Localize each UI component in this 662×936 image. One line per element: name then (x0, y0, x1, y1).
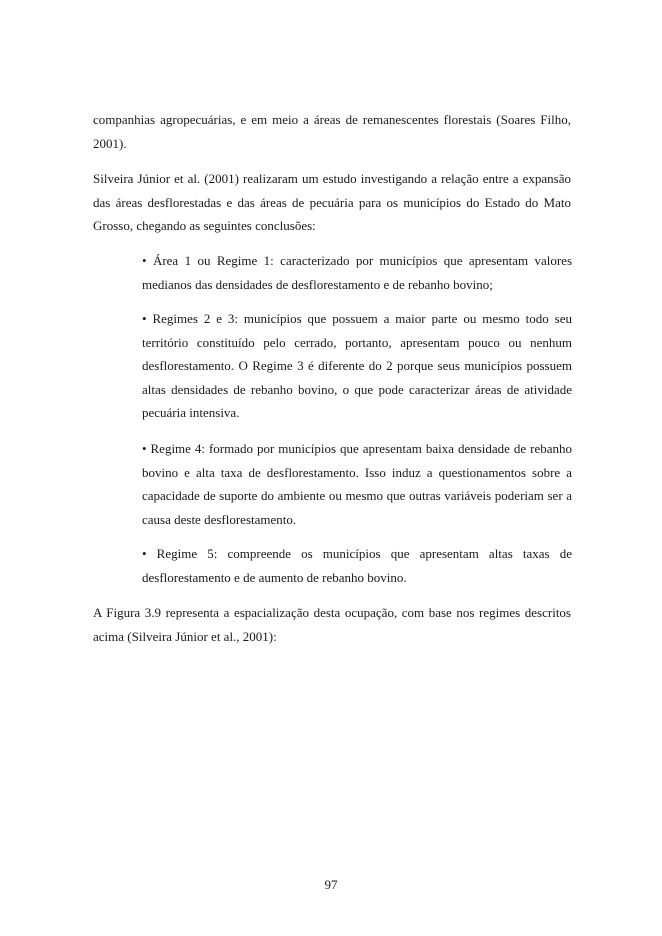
paragraph-continuation: companhias agropecuárias, e em meio a áreas de remanescentes florestais (Soares Filho, 2001). (93, 112, 571, 151)
bullet-regime-1: • Área 1 ou Regime 1: caracterizado por municípios que apresentam valores medianos das densidades de desflorestamento e de rebanho bovino; (142, 253, 572, 292)
page-number: 97 (324, 877, 338, 892)
paragraph-silveira-study: Silveira Júnior et al. (2001) realizaram um estudo investigando a relação entre a expansão das áreas desflorestadas e das áreas de pecuária para os municípios do Estado do Mato Grosso, chegando as seguintes conclusões: (93, 171, 571, 234)
bullet-regime-5: • Regime 5: compreende os municípios que apresentam altas taxas de desflorestamento e de aumento de rebanho bovino. (142, 546, 572, 585)
bullet-regime-4: • Regime 4: formado por municípios que apresentam baixa densidade de rebanho bovino e alta taxa de desflorestamento. Isso induz a questionamentos sobre a capacidade de suporte do ambiente ou mesmo que outras variáveis poderiam ser a causa deste desflorestamento. (142, 441, 572, 527)
bullet-regimes-2-3: • Regimes 2 e 3: municípios que possuem a maior parte ou mesmo todo seu território constituído pelo cerrado, portanto, apresentam pouco ou nenhum desflorestamento. O Regime 3 é diferente do 2 porque seus municípios possuem altas densidades de rebanho bovino, o que pode caracterizar áreas de atividade pecuária intensiva. (142, 311, 572, 421)
paragraph-figure-reference: A Figura 3.9 representa a espacialização desta ocupação, com base nos regimes descritos acima (Silveira Júnior et al., 2001): (93, 605, 571, 644)
